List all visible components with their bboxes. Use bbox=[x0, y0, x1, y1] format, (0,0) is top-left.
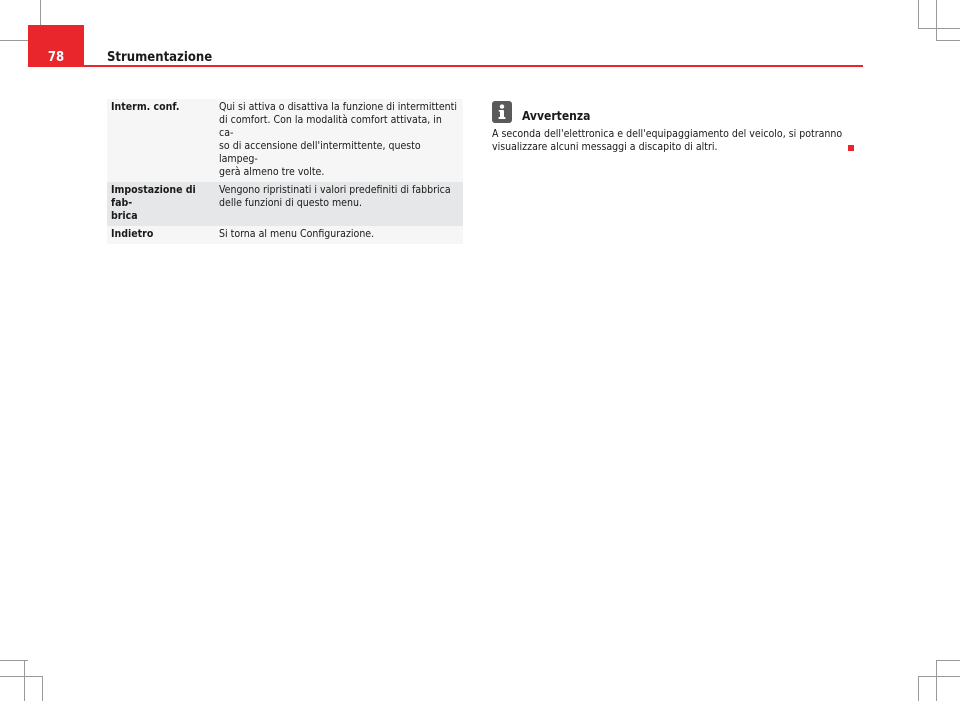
table-row bbox=[107, 99, 463, 182]
crop-mark bbox=[936, 40, 960, 41]
desc-line: so di accensione dell'intermittente, questo lampeg- bbox=[219, 140, 421, 165]
table-row bbox=[107, 226, 463, 244]
term-line: Interm. conf. bbox=[111, 101, 180, 113]
crop-mark bbox=[918, 28, 960, 29]
table-description bbox=[219, 184, 463, 223]
table-term bbox=[107, 101, 219, 179]
crop-mark bbox=[936, 0, 937, 40]
page-number: 78 bbox=[47, 50, 65, 65]
note-header bbox=[492, 99, 854, 123]
info-icon bbox=[492, 101, 512, 123]
crop-mark bbox=[918, 0, 919, 28]
table-description bbox=[219, 101, 463, 179]
term-line: Impostazione di fab- bbox=[111, 184, 196, 209]
note-text bbox=[492, 128, 854, 154]
desc-line: Si torna al menu Configurazione. bbox=[219, 228, 375, 240]
desc-line: delle funzioni di questo menu. bbox=[219, 197, 362, 209]
table-description bbox=[219, 228, 463, 241]
note-line: A seconda dell'elettronica e dell'equipaggiamento del veicolo, si potranno bbox=[492, 128, 843, 140]
desc-line: di comfort. Con la modalità comfort attivata, in ca- bbox=[219, 114, 442, 139]
crop-mark bbox=[936, 660, 937, 701]
term-line: Indietro bbox=[111, 228, 154, 240]
crop-mark bbox=[0, 676, 42, 677]
crop-mark bbox=[42, 676, 43, 701]
crop-mark bbox=[918, 676, 960, 677]
desc-line: Qui si attiva o disattiva la funzione di intermittenti bbox=[219, 101, 457, 113]
end-of-section-marker bbox=[848, 145, 854, 151]
crop-mark bbox=[24, 660, 25, 701]
crop-mark bbox=[936, 660, 960, 661]
crop-mark bbox=[918, 676, 919, 701]
table-term bbox=[107, 228, 219, 241]
desc-line: gerà almeno tre volte. bbox=[219, 166, 325, 178]
section-title: Strumentazione bbox=[107, 50, 213, 65]
table-term bbox=[107, 184, 219, 223]
settings-table bbox=[107, 99, 463, 244]
note-title: Avvertenza bbox=[522, 109, 591, 123]
note-line: visualizzare alcuni messaggi a discapito di altri. bbox=[492, 141, 718, 153]
term-line: brica bbox=[111, 210, 138, 222]
note-box bbox=[492, 99, 854, 154]
desc-line: Vengono ripristinati i valori predefiniti di fabbrica bbox=[219, 184, 451, 196]
table-row bbox=[107, 182, 463, 226]
